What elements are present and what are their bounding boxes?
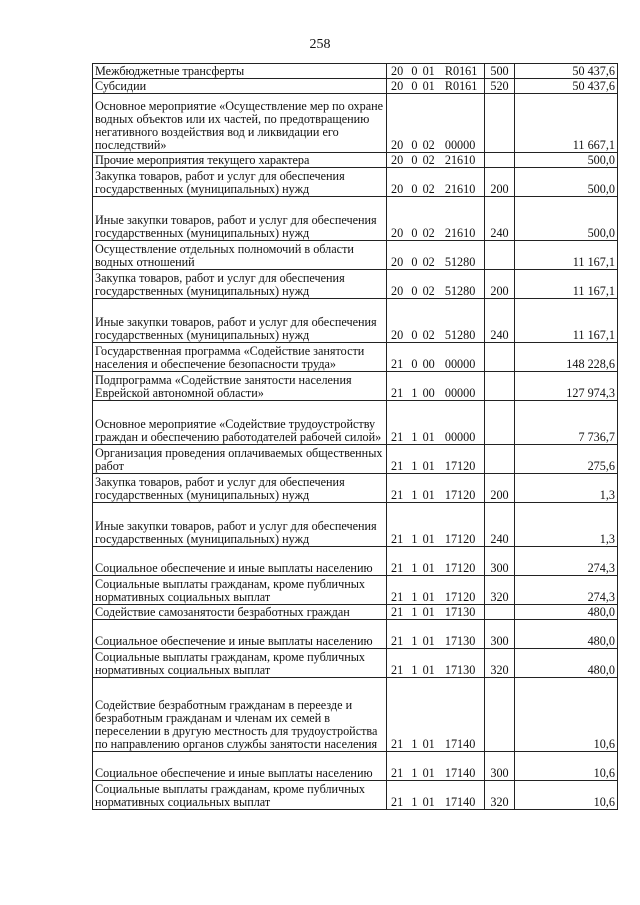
- code-direction: 17140: [444, 737, 476, 751]
- row-name: Иные закупки товаров, работ и услуг для обеспечения государственных (муниципальных) нужд: [93, 299, 387, 343]
- row-code: [387, 547, 485, 576]
- row-expense-type: 240: [485, 299, 515, 343]
- row-sum: 1,3: [515, 503, 618, 547]
- code-subprogram: 1: [411, 488, 418, 502]
- budget-table-body: [93, 64, 618, 810]
- code-event: 00: [422, 386, 435, 400]
- row-sum: 480,0: [515, 605, 618, 620]
- row-expense-type: [485, 445, 515, 474]
- code-event: 01: [422, 79, 435, 93]
- code-event: 01: [422, 795, 435, 809]
- row-code: [387, 576, 485, 605]
- code-direction: 51280: [444, 255, 476, 269]
- table-row: [93, 64, 618, 79]
- page-number: 258: [309, 37, 331, 52]
- row-sum: 500,0: [515, 197, 618, 241]
- row-expense-type: 520: [485, 79, 515, 94]
- row-code: [387, 401, 485, 445]
- code-subprogram: 1: [411, 634, 418, 648]
- code-subprogram: 1: [411, 766, 418, 780]
- table-row: [93, 153, 618, 168]
- code-program: 20: [391, 328, 404, 342]
- code-direction: 17120: [444, 590, 476, 604]
- code-subprogram: 0: [411, 284, 418, 298]
- row-sum: 11 167,1: [515, 299, 618, 343]
- code-program: 21: [391, 430, 404, 444]
- row-name: Осуществление отдельных полномочий в области водных отношений: [93, 241, 387, 270]
- code-direction: 17130: [444, 634, 476, 648]
- row-expense-type: 320: [485, 781, 515, 810]
- code-program: 21: [391, 459, 404, 473]
- table-row: [93, 781, 618, 810]
- table-row: [93, 474, 618, 503]
- code-event: 01: [422, 430, 435, 444]
- row-expense-type: [485, 153, 515, 168]
- code-event: 01: [422, 532, 435, 546]
- code-event: 01: [422, 459, 435, 473]
- code-event: 01: [422, 561, 435, 575]
- row-code: [387, 649, 485, 678]
- row-name: Субсидии: [93, 79, 387, 94]
- code-program: 21: [391, 386, 404, 400]
- row-code: [387, 781, 485, 810]
- table-row: [93, 299, 618, 343]
- code-subprogram: 0: [411, 153, 418, 167]
- code-program: 21: [391, 737, 404, 751]
- code-event: 01: [422, 737, 435, 751]
- row-code: [387, 270, 485, 299]
- row-expense-type: 300: [485, 620, 515, 649]
- code-event: 01: [422, 64, 435, 78]
- row-expense-type: 320: [485, 576, 515, 605]
- row-code: [387, 197, 485, 241]
- row-name: Межбюджетные трансферты: [93, 64, 387, 79]
- row-expense-type: 320: [485, 649, 515, 678]
- row-name: Основное мероприятие «Содействие трудоустройству граждан и обеспечению работодателей рабочей силой»: [93, 401, 387, 445]
- row-expense-type: [485, 605, 515, 620]
- budget-table: [92, 63, 618, 810]
- row-code: [387, 79, 485, 94]
- table-row: [93, 94, 618, 153]
- row-expense-type: [485, 241, 515, 270]
- table-row: [93, 401, 618, 445]
- row-expense-type: 240: [485, 503, 515, 547]
- row-expense-type: 300: [485, 547, 515, 576]
- code-event: 02: [422, 328, 435, 342]
- row-code: [387, 474, 485, 503]
- row-sum: 274,3: [515, 547, 618, 576]
- row-sum: 7 736,7: [515, 401, 618, 445]
- row-expense-type: 200: [485, 474, 515, 503]
- code-direction: 00000: [444, 430, 476, 444]
- row-sum: 11 167,1: [515, 270, 618, 299]
- code-program: 20: [391, 255, 404, 269]
- code-direction: 17130: [444, 605, 476, 619]
- table-row: [93, 79, 618, 94]
- row-expense-type: [485, 678, 515, 752]
- code-subprogram: 1: [411, 430, 418, 444]
- row-sum: 275,6: [515, 445, 618, 474]
- code-direction: 17120: [444, 532, 476, 546]
- row-code: [387, 241, 485, 270]
- row-code: [387, 445, 485, 474]
- row-name: Иные закупки товаров, работ и услуг для обеспечения государственных (муниципальных) нужд: [93, 503, 387, 547]
- row-code: [387, 168, 485, 197]
- code-program: 21: [391, 795, 404, 809]
- row-name: Основное мероприятие «Осуществление мер по охране водных объектов или их частей, по предотвращению негативного воздействия вод и ликвидации его последствий»: [93, 94, 387, 153]
- row-code: [387, 752, 485, 781]
- table-row: [93, 197, 618, 241]
- code-direction: 00000: [444, 357, 476, 371]
- code-event: 02: [422, 153, 435, 167]
- row-sum: 10,6: [515, 781, 618, 810]
- row-name: Содействие безработным гражданам в переезде и безработным гражданам и членам их семей в переселении в другую местность для трудоустройства по направлению органов службы занятости населения: [93, 678, 387, 752]
- row-expense-type: [485, 343, 515, 372]
- code-event: 02: [422, 138, 435, 152]
- code-direction: 00000: [444, 138, 476, 152]
- code-program: 21: [391, 766, 404, 780]
- code-subprogram: 1: [411, 532, 418, 546]
- code-subprogram: 0: [411, 226, 418, 240]
- code-program: 20: [391, 138, 404, 152]
- row-sum: 500,0: [515, 153, 618, 168]
- code-program: 20: [391, 79, 404, 93]
- code-program: 20: [391, 64, 404, 78]
- row-expense-type: 300: [485, 752, 515, 781]
- row-code: [387, 605, 485, 620]
- table-row: [93, 576, 618, 605]
- code-program: 21: [391, 605, 404, 619]
- code-subprogram: 0: [411, 357, 418, 371]
- row-name: Подпрограмма «Содействие занятости населения Еврейской автономной области»: [93, 372, 387, 401]
- code-direction: 00000: [444, 386, 476, 400]
- row-expense-type: 200: [485, 270, 515, 299]
- row-code: [387, 299, 485, 343]
- code-direction: 21610: [444, 226, 476, 240]
- code-event: 01: [422, 605, 435, 619]
- code-direction: 17120: [444, 561, 476, 575]
- code-program: 21: [391, 663, 404, 677]
- row-name: Иные закупки товаров, работ и услуг для обеспечения государственных (муниципальных) нужд: [93, 197, 387, 241]
- code-subprogram: 0: [411, 255, 418, 269]
- row-sum: 480,0: [515, 649, 618, 678]
- code-direction: 17140: [444, 766, 476, 780]
- code-event: 02: [422, 284, 435, 298]
- code-subprogram: 0: [411, 138, 418, 152]
- table-row: [93, 649, 618, 678]
- table-row: [93, 445, 618, 474]
- code-subprogram: 1: [411, 590, 418, 604]
- row-sum: 1,3: [515, 474, 618, 503]
- code-direction: 17120: [444, 459, 476, 473]
- row-name: Социальное обеспечение и иные выплаты населению: [93, 752, 387, 781]
- table-row: [93, 372, 618, 401]
- code-event: 01: [422, 766, 435, 780]
- code-program: 20: [391, 226, 404, 240]
- code-event: 01: [422, 590, 435, 604]
- row-sum: 50 437,6: [515, 64, 618, 79]
- code-program: 20: [391, 284, 404, 298]
- table-row: [93, 752, 618, 781]
- row-code: [387, 503, 485, 547]
- code-subprogram: 1: [411, 605, 418, 619]
- code-direction: R0161: [444, 79, 478, 93]
- code-event: 00: [422, 357, 435, 371]
- row-name: Прочие мероприятия текущего характера: [93, 153, 387, 168]
- code-program: 21: [391, 357, 404, 371]
- table-row: [93, 168, 618, 197]
- row-code: [387, 343, 485, 372]
- row-sum: 127 974,3: [515, 372, 618, 401]
- row-sum: 10,6: [515, 752, 618, 781]
- code-direction: 21610: [444, 182, 476, 196]
- code-event: 01: [422, 663, 435, 677]
- row-expense-type: 240: [485, 197, 515, 241]
- row-expense-type: [485, 401, 515, 445]
- code-event: 02: [422, 226, 435, 240]
- code-subprogram: 0: [411, 328, 418, 342]
- code-program: 21: [391, 488, 404, 502]
- code-subprogram: 1: [411, 663, 418, 677]
- row-name: Закупка товаров, работ и услуг для обеспечения государственных (муниципальных) нужд: [93, 474, 387, 503]
- table-row: [93, 605, 618, 620]
- table-row: [93, 270, 618, 299]
- code-program: 20: [391, 153, 404, 167]
- row-code: [387, 372, 485, 401]
- row-name: Государственная программа «Содействие занятости населения и обеспечение безопасности труда»: [93, 343, 387, 372]
- row-sum: 50 437,6: [515, 79, 618, 94]
- code-program: 21: [391, 590, 404, 604]
- row-sum: 11 667,1: [515, 94, 618, 153]
- row-sum: 11 167,1: [515, 241, 618, 270]
- code-direction: 17130: [444, 663, 476, 677]
- code-subprogram: 0: [411, 79, 418, 93]
- row-name: Организация проведения оплачиваемых общественных работ: [93, 445, 387, 474]
- code-direction: 51280: [444, 284, 476, 298]
- code-subprogram: 1: [411, 737, 418, 751]
- code-event: 01: [422, 634, 435, 648]
- row-sum: 148 228,6: [515, 343, 618, 372]
- code-subprogram: 1: [411, 386, 418, 400]
- code-direction: 17120: [444, 488, 476, 502]
- row-code: [387, 94, 485, 153]
- row-name: Социальное обеспечение и иные выплаты населению: [93, 620, 387, 649]
- row-sum: 274,3: [515, 576, 618, 605]
- row-name: Содействие самозанятости безработных граждан: [93, 605, 387, 620]
- row-name: Социальные выплаты гражданам, кроме публичных нормативных социальных выплат: [93, 781, 387, 810]
- table-row: [93, 678, 618, 752]
- code-direction: 21610: [444, 153, 476, 167]
- row-name: Социальное обеспечение и иные выплаты населению: [93, 547, 387, 576]
- row-expense-type: 500: [485, 64, 515, 79]
- row-code: [387, 620, 485, 649]
- row-name: Закупка товаров, работ и услуг для обеспечения государственных (муниципальных) нужд: [93, 270, 387, 299]
- row-expense-type: [485, 372, 515, 401]
- code-program: 21: [391, 634, 404, 648]
- code-subprogram: 1: [411, 561, 418, 575]
- table-row: [93, 503, 618, 547]
- table-row: [93, 620, 618, 649]
- row-sum: 10,6: [515, 678, 618, 752]
- code-subprogram: 1: [411, 795, 418, 809]
- row-code: [387, 153, 485, 168]
- code-direction: 51280: [444, 328, 476, 342]
- code-event: 02: [422, 182, 435, 196]
- code-subprogram: 1: [411, 459, 418, 473]
- row-name: Социальные выплаты гражданам, кроме публичных нормативных социальных выплат: [93, 649, 387, 678]
- row-expense-type: [485, 94, 515, 153]
- code-subprogram: 0: [411, 64, 418, 78]
- code-program: 20: [391, 182, 404, 196]
- row-name: Закупка товаров, работ и услуг для обеспечения государственных (муниципальных) нужд: [93, 168, 387, 197]
- code-subprogram: 0: [411, 182, 418, 196]
- code-program: 21: [391, 561, 404, 575]
- code-direction: R0161: [444, 64, 478, 78]
- table-row: [93, 547, 618, 576]
- table-row: [93, 343, 618, 372]
- row-code: [387, 678, 485, 752]
- row-expense-type: 200: [485, 168, 515, 197]
- code-direction: 17140: [444, 795, 476, 809]
- row-name: Социальные выплаты гражданам, кроме публичных нормативных социальных выплат: [93, 576, 387, 605]
- code-event: 02: [422, 255, 435, 269]
- table-row: [93, 241, 618, 270]
- row-code: [387, 64, 485, 79]
- row-sum: 500,0: [515, 168, 618, 197]
- row-sum: 480,0: [515, 620, 618, 649]
- code-program: 21: [391, 532, 404, 546]
- code-event: 01: [422, 488, 435, 502]
